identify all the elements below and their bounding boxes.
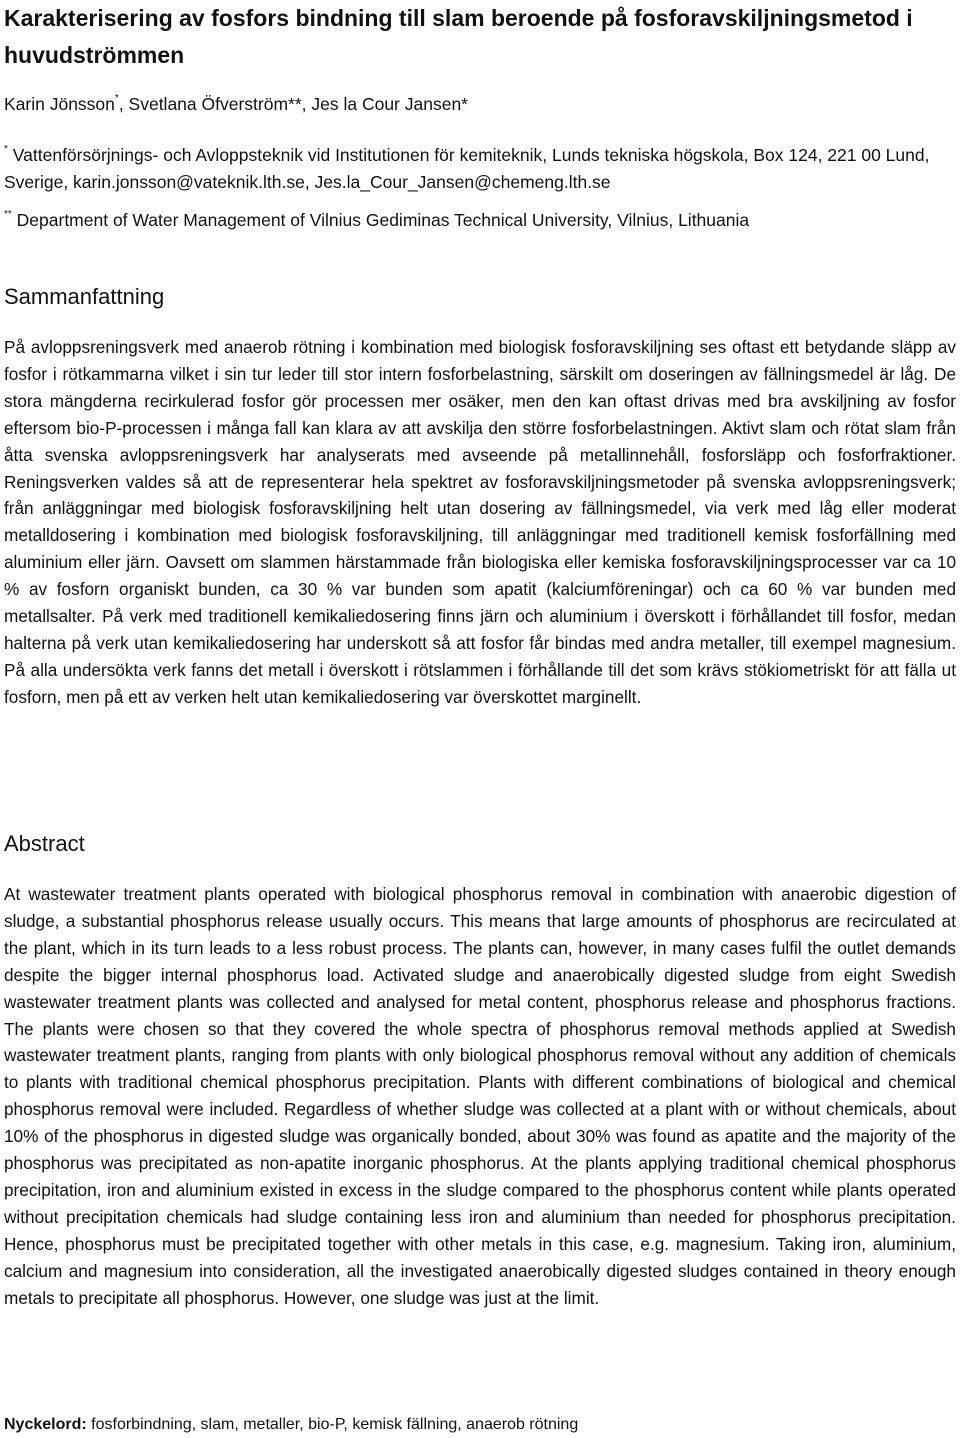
- keywords-label: Nyckelord:: [4, 1416, 87, 1433]
- author-line: [4, 92, 944, 116]
- author-name: Karin Jönsson: [4, 94, 115, 114]
- affiliation-text: Department of Water Management of Vilnius Gediminas Technical University, Vilnius, Lithuania: [11, 210, 750, 230]
- abstract-text: At wastewater treatment plants operated with biological phosphorus removal in combination with anaerobic digestion of sludge, a substantial phosphorus release usually occurs. This means that large amounts of phosphorus are recirculated at the plant, which in its turn leads to a less robust process. The plants can, however, in many cases fulfil the outlet demands despite the bigger internal phosphorus load. Activated sludge and anaerobically digested sludge from eight Swedish wastewater treatment plants was collected and analysed for metal content, phosphorus release and phosphorus fractions. The plants were chosen so that they covered the whole spectra of phosphorus removal methods applied at Swedish wastewater treatment plants, ranging from plants with only biological phosphorus removal without any addition of chemicals to plants with traditional chemical phosphorus precipitation. Plants with different combinations of biological and chemical phosphorus removal were included. Regardless of whether sludge was collected at a plant with or without chemicals, about 10% of the phosphorus in digested sludge was organically bonded, about 30% was found as apatite and the majority of the phosphorus was precipitated as non-apatite inorganic phosphorus. At the plants applying traditional chemical phosphorus precipitation, iron and aluminium existed in excess in the sludge compared to the phosphorus content while plants operated without precipitation chemicals had sludge containing less iron and aluminium than needed for phosphorus precipitation. Hence, phosphorus must be precipitated together with other metals in this case, e.g. magnesium. Taking iron, aluminium, calcium and magnesium into consideration, all the investigated anaerobically digested sludges contained in theory enough metals to precipitate all phosphorus. However, one sludge was just at the limit.: [4, 884, 956, 1308]
- affiliation-2: [4, 207, 949, 234]
- affiliation-text: Vattenförsörjnings- och Avloppsteknik vid Institutionen för kemiteknik, Lunds tekniska högskola, Box 124, 221 00 Lund, Sverige, karin.jonsson@vateknik.lth.se, Jes.la_Cour_Jansen@chemeng.lth.se: [4, 145, 930, 192]
- sammanfattning-heading: Sammanfattning: [4, 284, 165, 309]
- paper-title: Karakterisering av fosfors bindning till slam beroende på fosforavskiljningsmetod i huvudströmmen: [4, 5, 913, 68]
- affiliation-1: [4, 142, 949, 196]
- author-names-rest: , Svetlana Öfverström**, Jes la Cour Jansen*: [118, 94, 468, 114]
- keywords: [4, 1414, 956, 1436]
- author-footnote-mark: *: [114, 93, 119, 104]
- keywords-text: fosforbindning, slam, metaller, bio-P, kemisk fällning, anaerob rötning: [86, 1416, 579, 1433]
- affiliation-mark: *: [4, 144, 8, 155]
- affiliation-mark: **: [4, 209, 12, 220]
- abstract-heading: Abstract: [4, 831, 85, 856]
- sammanfattning-text: På avloppsreningsverk med anaerob rötning i kombination med biologisk fosforavskiljning ses oftast ett betydande släpp av fosfor i rötkammarna vilket i sin tur leder till stor intern fosforbelastning, särskilt om doseringen av fällningsmedel är låg. De stora mängderna recirkulerad fosfor gör processen mer osäker, men den kan oftast drivas med bra avskiljning av fosfor eftersom bio-P-processen i många fall kan klara av att avskilja den större fosforbelastningen. Aktivt slam och rötat slam från åtta svenska avloppsreningsverk har analyserats med avseende på metallinnehåll, fosforsläpp och fosforfraktioner. Reningsverken valdes så att de representerar hela spektret av fosforavskiljningsmetoder på svenska avloppsreningsverk; från anläggningar med biologisk fosforavskiljning helt utan dosering av fällningsmedel, via verk med låg eller moderat metalldosering i kombination med biologisk fosforavskiljning, till anläggningar med traditionell kemisk fosforfällning med aluminium eller järn. Oavsett om slammen härstammade från biologiska eller kemiska fosforavskiljningsprocesser var ca 10 % av fosforn organiskt bunden, ca 30 % var bunden som apatit (kalciumföreningar) och ca 60 % var bunden med metallsalter. På verk med traditionell kemikaliedosering finns järn och aluminium i överskott i förhållandet till fosfor, medan halterna på verk utan kemikaliedosering har underskott så att fosfor får bindas med andra metaller, till exempel magnesium. På alla undersökta verk fanns det metall i överskott i rötslammen i förhållande till det som krävs stökiometriskt för att fälla ut fosforn, men på ett av verken helt utan kemikaliedosering var överskottet marginellt.: [4, 337, 956, 707]
